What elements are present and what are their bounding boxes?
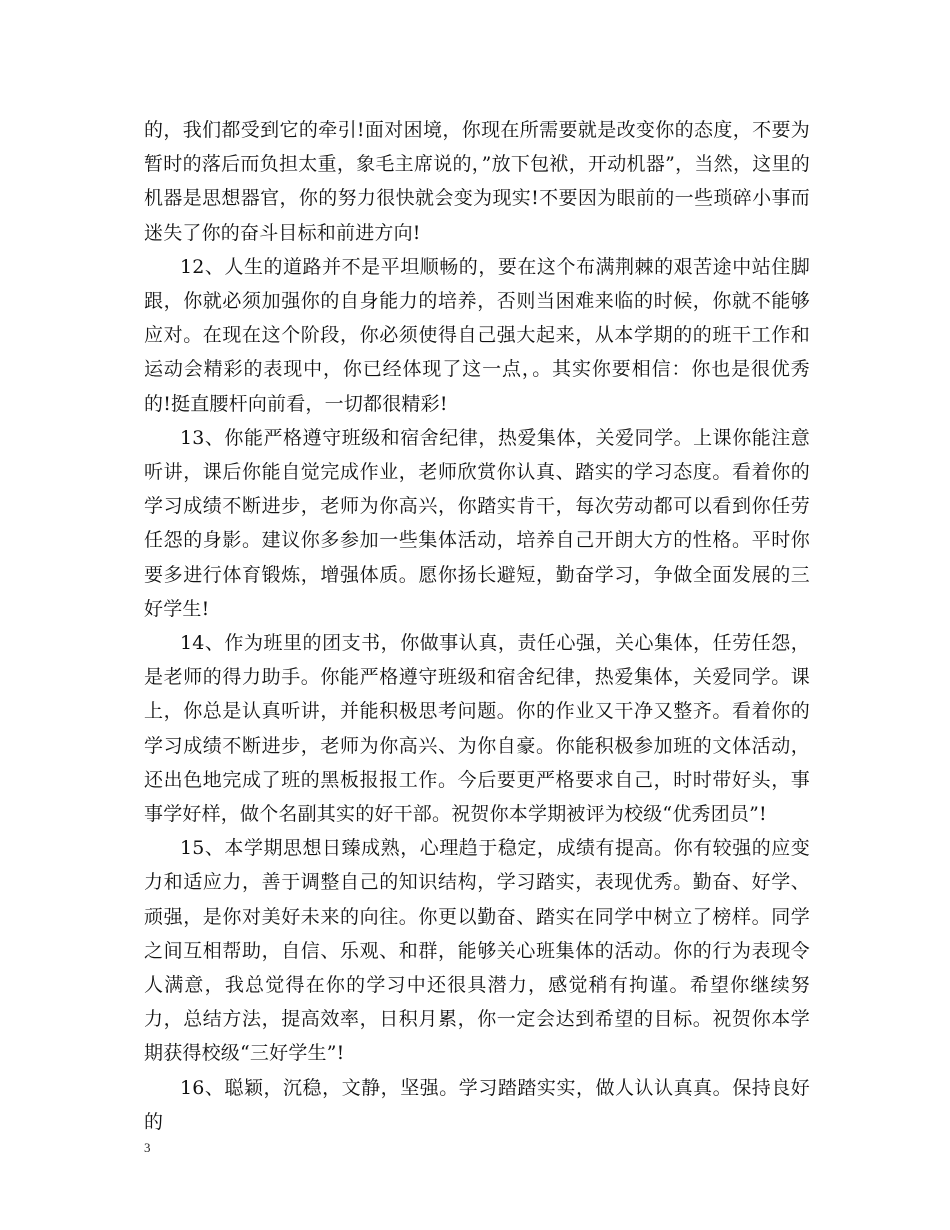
body-text [144,113,810,1139]
paragraph-item-14: 14、作为班里的团支书，你做事认真，责任心强，关心集体，任劳任怨，是老师的得力助手。你能严格遵守班级和宿舍纪律，热爱集体，关爱同学。课上，你总是认真听讲，并能积极思考问题。你的作业又干净又整齐。看着你的学习成绩不断进步，老师为你高兴、为你自豪。你能积极参加班的文体活动，还出色地完成了班的黑板报报工作。今后要更严格要求自己，时时带好头，事事学好样，做个名副其实的好干部。祝贺你本学期被评为校级“优秀团员”! [144,632,810,826]
paragraph-item-16: 16、聪颖，沉稳，文静，坚强。学习踏踏实实，做人认认真真。保持良好的 [144,1076,810,1133]
paragraph-item-13: 13、你能严格遵守班级和宿舍纪律，热爱集体，关爱同学。上课你能注意听讲，课后你能自觉完成作业，老师欣赏你认真、踏实的学习态度。看着你的学习成绩不断进步，老师为你高兴，你踏实肯干，每次劳动都可以看到你任劳任怨的身影。建议你多参加一些集体活动，培养自己开朗大方的性格。平时你要多进行体育锻炼，增强体质。愿你扬长避短，勤奋学习，争做全面发展的三好学生! [144,426,810,620]
page-number: 3 [144,1140,151,1155]
paragraph-continuation: 的，我们都受到它的牵引!面对困境，你现在所需要就是改变你的态度，不要为暂时的落后而负担太重，象毛主席说的，”放下包袱，开动机器”，当然，这里的机器是思想器官，你的努力很快就会变为现实!不要因为眼前的一些琐碎小事而迷失了你的奋斗目标和前进方向! [144,119,810,244]
paragraph-item-15: 15、本学期思想日臻成熟，心理趋于稳定，成绩有提高。你有较强的应变力和适应力，善于调整自己的知识结构，学习踏实，表现优秀。勤奋、好学、顽强，是你对美好未来的向往。你更以勤奋、踏实在同学中树立了榜样。同学之间互相帮助，自信、乐观、和群，能够关心班集体的活动。你的行为表现令人满意，我总觉得在你的学习中还很具潜力，感觉稍有拘谨。希望你继续努力，总结方法，提高效率，日积月累，你一定会达到希望的目标。祝贺你本学期获得校级“三好学生”! [144,837,810,1065]
paragraph-item-12: 12、人生的道路并不是平坦顺畅的，要在这个布满荆棘的艰苦途中站住脚跟，你就必须加强你的自身能力的培养，否则当困难来临的时候，你就不能够应对。在现在这个阶段，你必须使得自己强大起来，从本学期的的班干工作和运动会精彩的表现中，你已经体现了这一点，。其实你要相信：你也是很优秀的!挺直腰杆向前看，一切都很精彩! [144,255,810,415]
